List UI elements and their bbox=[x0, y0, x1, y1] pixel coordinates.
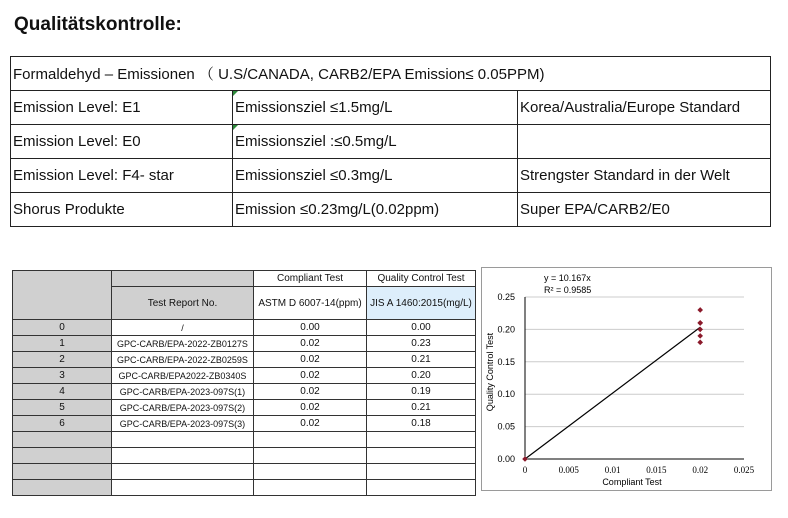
chart-x-label: Compliant Test bbox=[602, 477, 662, 487]
x-tick-label: 0.015 bbox=[646, 465, 667, 475]
emissions-table bbox=[10, 56, 771, 227]
report-number: / bbox=[112, 320, 254, 336]
table-row bbox=[11, 159, 771, 193]
chart-y-label: Quality Control Test bbox=[485, 332, 495, 412]
emission-level: Emission Level: F4- star bbox=[11, 159, 233, 193]
row-index: 1 bbox=[13, 336, 112, 352]
compliant-value: 0.02 bbox=[254, 416, 367, 432]
quality-value: 0.18 bbox=[367, 416, 476, 432]
y-tick-label: 0.15 bbox=[497, 356, 515, 367]
x-tick-label: 0 bbox=[522, 465, 528, 475]
table-row bbox=[11, 125, 771, 159]
row-index: 0 bbox=[13, 320, 112, 336]
empty-row bbox=[13, 432, 476, 448]
empty-cell bbox=[13, 432, 112, 448]
row-index: 2 bbox=[13, 352, 112, 368]
empty-row bbox=[13, 480, 476, 496]
table-row bbox=[11, 91, 771, 125]
chart-r-squared: R² = 0.9585 bbox=[544, 285, 592, 295]
empty-cell bbox=[254, 448, 367, 464]
table-row bbox=[13, 416, 476, 432]
empty-cell bbox=[254, 464, 367, 480]
data-point bbox=[697, 320, 703, 326]
quality-value: 0.00 bbox=[367, 320, 476, 336]
empty-cell bbox=[13, 480, 112, 496]
row-index: 5 bbox=[13, 400, 112, 416]
trendline bbox=[525, 327, 700, 459]
report-rows bbox=[13, 320, 476, 496]
emission-target: Emissionsziel ≤1.5mg/L bbox=[233, 91, 518, 125]
empty-cell bbox=[254, 432, 367, 448]
compliant-value: 0.02 bbox=[254, 368, 367, 384]
compliant-value: 0.02 bbox=[254, 352, 367, 368]
quality-value: 0.19 bbox=[367, 384, 476, 400]
emission-level: Shorus Produkte bbox=[11, 193, 233, 227]
data-point bbox=[697, 327, 703, 333]
report-number: GPC-CARB/EPA-2023-097S(3) bbox=[112, 416, 254, 432]
table-row bbox=[13, 384, 476, 400]
empty-row bbox=[13, 464, 476, 480]
empty-cell bbox=[367, 480, 476, 496]
quality-test-header: Quality Control Test bbox=[367, 271, 476, 287]
empty-cell bbox=[254, 480, 367, 496]
data-point bbox=[697, 307, 703, 313]
emission-standard: Korea/Australia/Europe Standard bbox=[518, 91, 771, 125]
quality-value: 0.20 bbox=[367, 368, 476, 384]
empty-row bbox=[13, 448, 476, 464]
empty-cell bbox=[112, 432, 254, 448]
test-report-table bbox=[12, 270, 476, 496]
table-row bbox=[13, 320, 476, 336]
x-tick-label: 0.025 bbox=[733, 465, 755, 475]
y-tick-label: 0.00 bbox=[497, 454, 515, 464]
emissions-header: Formaldehyd – Emissionen （ U.S/CANADA, CARB2/EPA Emission≤ 0.05PPM) bbox=[11, 57, 771, 91]
emission-target: Emissionsziel ≤0.3mg/L bbox=[233, 159, 518, 193]
table-row bbox=[11, 193, 771, 227]
astm-header: ASTM D 6007-14(ppm) bbox=[254, 287, 367, 320]
chart-equation: y = 10.167x bbox=[544, 273, 591, 283]
table-row bbox=[13, 336, 476, 352]
report-number: GPC-CARB/EPA2022-ZB0340S bbox=[112, 368, 254, 384]
report-number: GPC-CARB/EPA-2022-ZB0127S bbox=[112, 336, 254, 352]
empty-cell bbox=[112, 464, 254, 480]
emission-standard bbox=[518, 125, 771, 159]
row-index: 4 bbox=[13, 384, 112, 400]
page-title: Qualitätskontrolle: bbox=[14, 14, 182, 35]
y-tick-label: 0.10 bbox=[497, 389, 515, 400]
quality-value: 0.21 bbox=[367, 352, 476, 368]
emissions-header-row bbox=[11, 57, 771, 91]
table-row bbox=[13, 352, 476, 368]
chart-svg bbox=[482, 268, 771, 490]
empty-cell bbox=[367, 448, 476, 464]
emission-standard: Super EPA/CARB2/E0 bbox=[518, 193, 771, 227]
x-tick-label: 0.02 bbox=[692, 465, 709, 475]
quality-value: 0.23 bbox=[367, 336, 476, 352]
table-row bbox=[13, 400, 476, 416]
compliant-value: 0.02 bbox=[254, 400, 367, 416]
scatter-chart bbox=[481, 267, 772, 491]
emission-target: Emissionsziel :≤0.5mg/L bbox=[233, 125, 518, 159]
report-no-header: Test Report No. bbox=[112, 287, 254, 320]
row-index: 3 bbox=[13, 368, 112, 384]
empty-cell bbox=[367, 464, 476, 480]
report-header-row bbox=[13, 271, 476, 287]
index-header bbox=[13, 271, 112, 320]
row-index: 6 bbox=[13, 416, 112, 432]
empty-cell bbox=[13, 448, 112, 464]
table-row bbox=[13, 368, 476, 384]
x-tick-label: 0.005 bbox=[558, 465, 579, 475]
x-tick-label: 0.01 bbox=[604, 465, 621, 475]
compliant-value: 0.02 bbox=[254, 336, 367, 352]
empty-cell bbox=[112, 480, 254, 496]
y-tick-label: 0.25 bbox=[497, 292, 515, 302]
report-number: GPC-CARB/EPA-2023-097S(1) bbox=[112, 384, 254, 400]
empty-cell bbox=[112, 448, 254, 464]
emission-standard: Strengster Standard in der Welt bbox=[518, 159, 771, 193]
compliant-value: 0.02 bbox=[254, 384, 367, 400]
blank-header bbox=[112, 271, 254, 287]
jis-header: JIS A 1460:2015(mg/L) bbox=[367, 287, 476, 320]
empty-cell bbox=[13, 464, 112, 480]
y-tick-label: 0.05 bbox=[497, 421, 515, 432]
compliant-value: 0.00 bbox=[254, 320, 367, 336]
data-point bbox=[697, 333, 703, 339]
report-number: GPC-CARB/EPA-2023-097S(2) bbox=[112, 400, 254, 416]
quality-value: 0.21 bbox=[367, 400, 476, 416]
data-point bbox=[697, 340, 703, 346]
chart-marks bbox=[522, 307, 703, 462]
compliant-test-header: Compliant Test bbox=[254, 271, 367, 287]
emission-level: Emission Level: E1 bbox=[11, 91, 233, 125]
y-tick-label: 0.20 bbox=[497, 324, 515, 335]
emission-target: Emission ≤0.23mg/L(0.02ppm) bbox=[233, 193, 518, 227]
emission-level: Emission Level: E0 bbox=[11, 125, 233, 159]
empty-cell bbox=[367, 432, 476, 448]
report-number: GPC-CARB/EPA-2022-ZB0259S bbox=[112, 352, 254, 368]
